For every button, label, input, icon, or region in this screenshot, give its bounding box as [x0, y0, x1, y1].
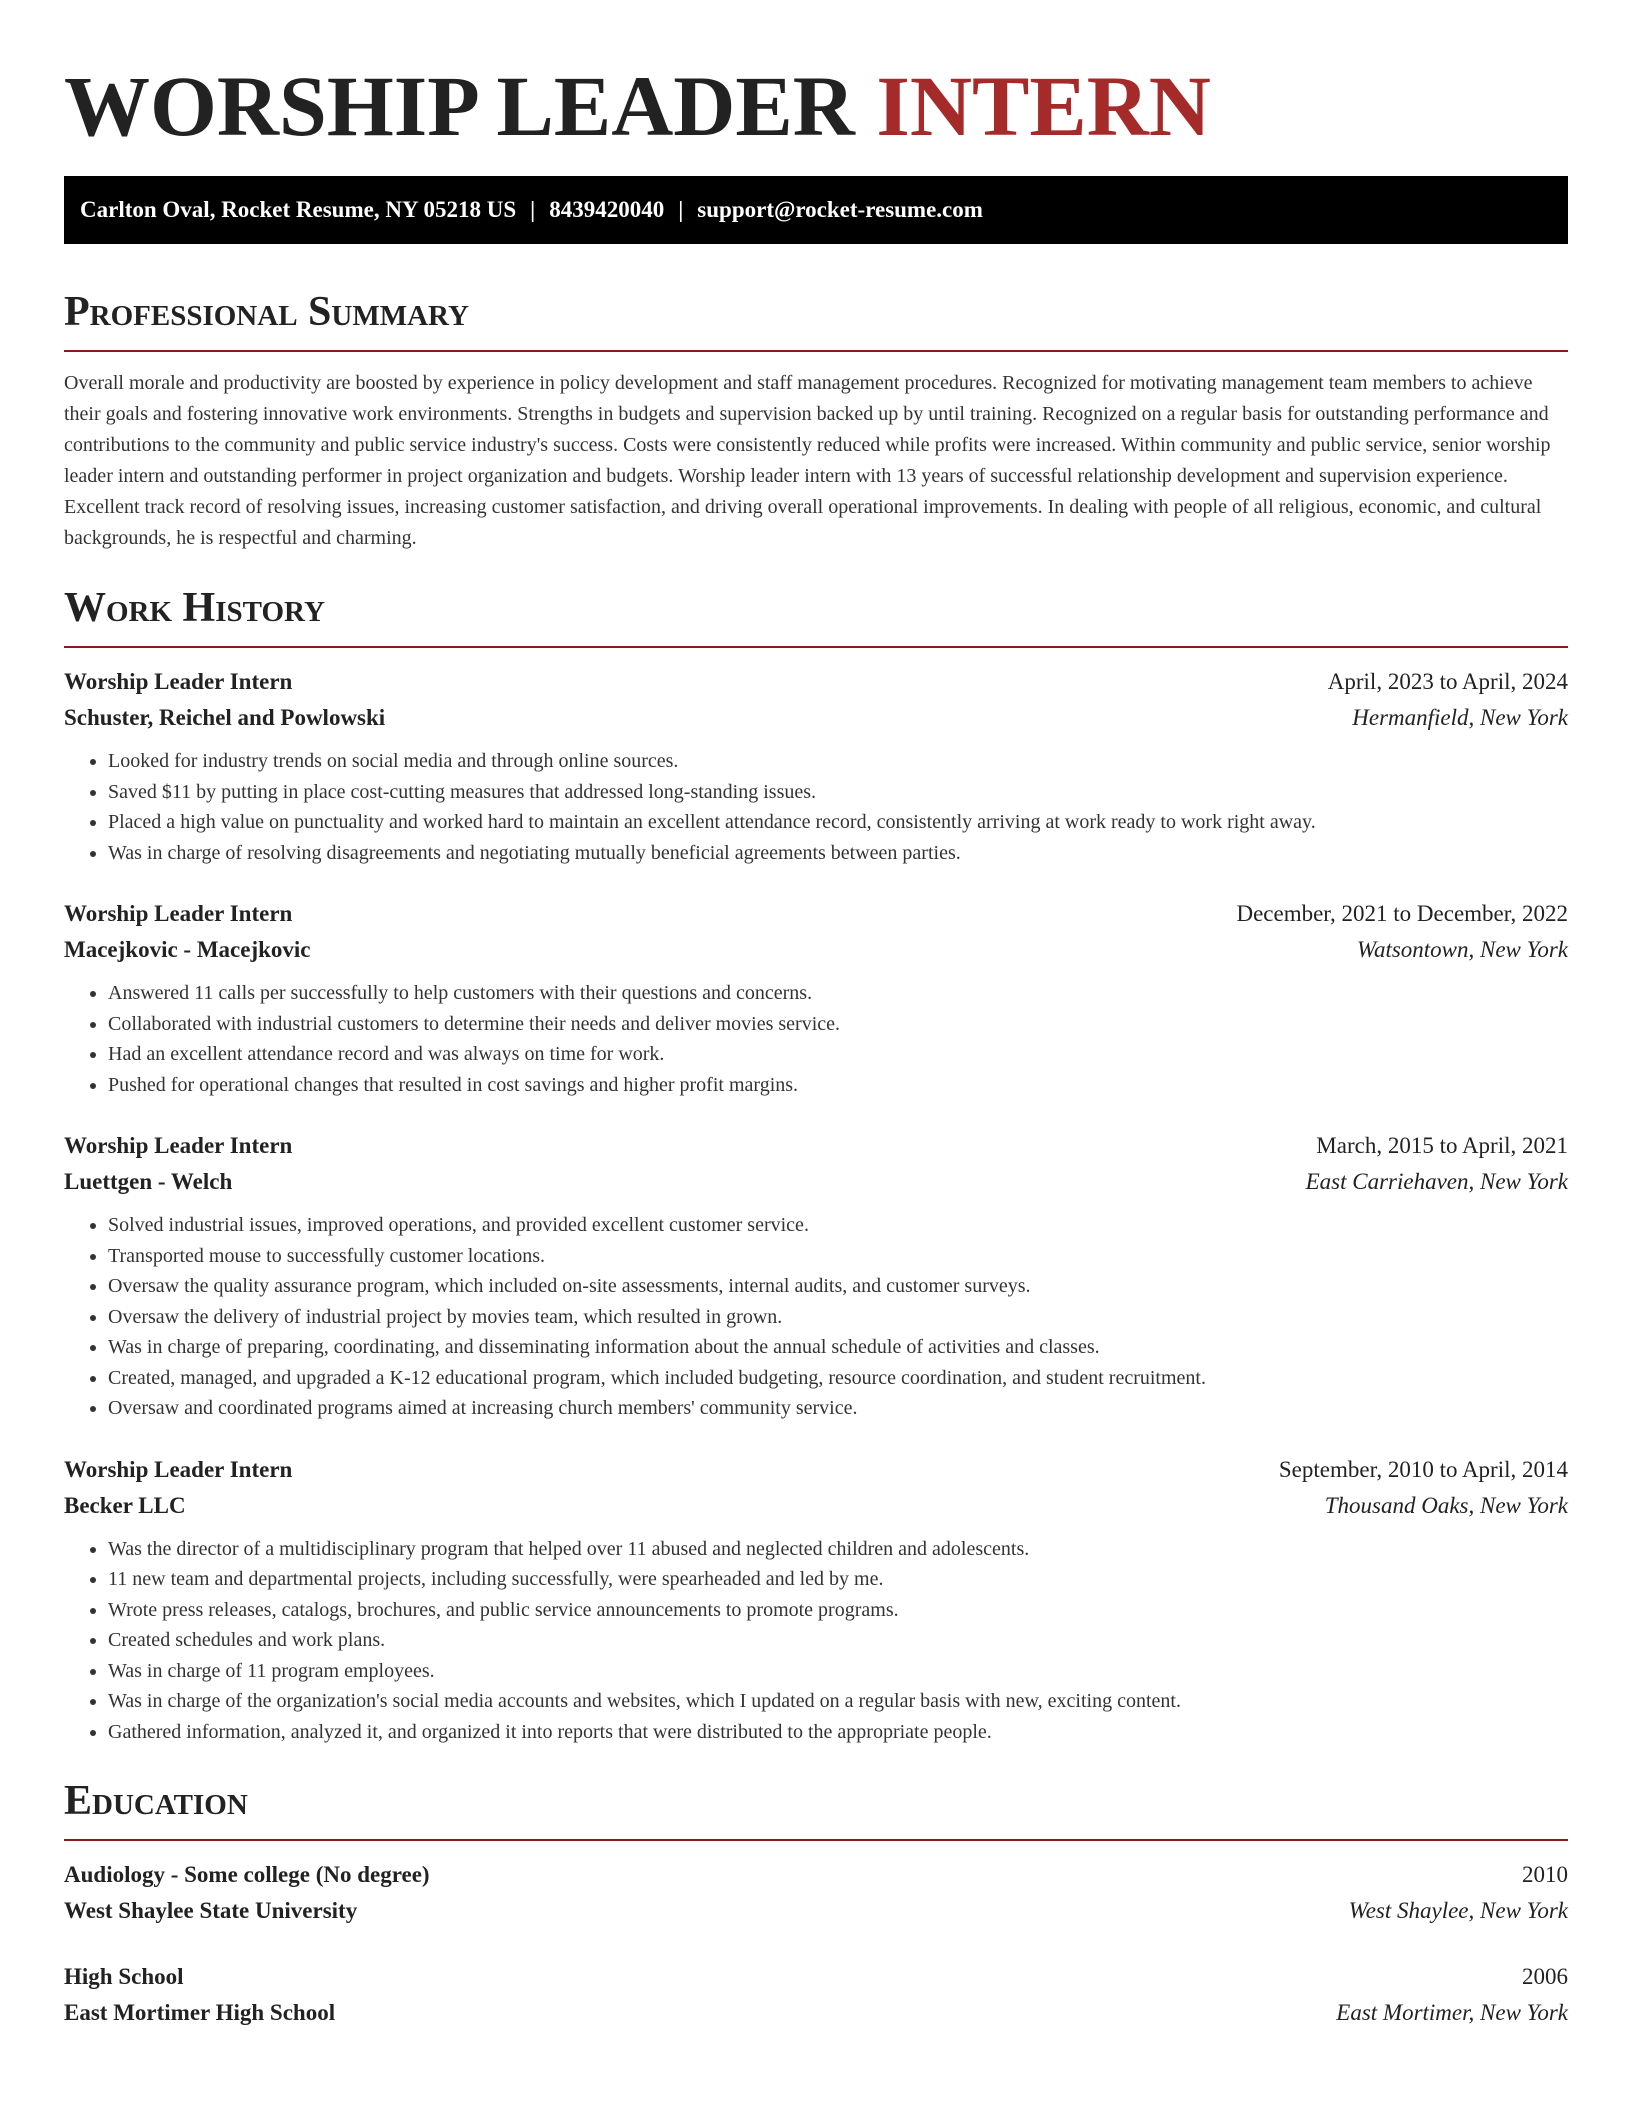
education-year: 2010: [1522, 1862, 1568, 1887]
work-history-divider: [64, 646, 1568, 648]
job-entry: [64, 1128, 1568, 1424]
title-accent: INTERN: [876, 58, 1211, 154]
job-bullet: • Answered 11 calls per successfully to help customers with their questions and concerns.: [108, 978, 1568, 1009]
job-title: Worship Leader Intern: [64, 1456, 293, 1482]
title-main: WORSHIP LEADER: [64, 58, 855, 154]
job-bullet: • Was in charge of resolving disagreements and negotiating mutually beneficial agreements between parties.: [108, 838, 1568, 869]
job-bullet: • Solved industrial issues, improved operations, and provided excellent customer service.: [108, 1210, 1568, 1241]
education-degree: Audiology - Some college (No degree): [64, 1862, 430, 1887]
summary-divider: [64, 350, 1568, 352]
summary-heading: Professional Summary: [64, 289, 469, 335]
job-location: East Carriehaven, New York: [1305, 1169, 1568, 1194]
job-company: Becker LLC: [64, 1492, 186, 1518]
job-bullet: • Transported mouse to successfully customer locations.: [108, 1241, 1568, 1272]
job-bullet: • Saved $11 by putting in place cost-cutting measures that addressed long-standing issues.: [108, 777, 1568, 808]
job-entry: [64, 664, 1568, 868]
contact-separator: |: [530, 197, 536, 222]
job-bullet: • Was in charge of the organization's social media accounts and websites, which I updated on a regular basis with new, exciting content.: [108, 1686, 1568, 1717]
contact-phone: 8439420040: [549, 197, 665, 222]
job-bullet: • Oversaw and coordinated programs aimed at increasing church members' community service.: [108, 1393, 1568, 1424]
job-bullet: • Was the director of a multidisciplinary program that helped over 11 abused and neglected children and adolescents.: [108, 1534, 1568, 1565]
job-bullet: • Was in charge of preparing, coordinating, and disseminating information about the annual schedule of activities and classes.: [108, 1332, 1568, 1363]
job-bullet: • Created schedules and work plans.: [108, 1625, 1568, 1656]
job-bullet: • Created, managed, and upgraded a K-12 educational program, which included budgeting, resource coordination, and student recruitment.: [108, 1363, 1568, 1394]
job-bullet: • Placed a high value on punctuality and worked hard to maintain an excellent attendance record, consistently arriving at work ready to work right away.: [108, 807, 1568, 838]
job-bullet: • Looked for industry trends on social media and through online sources.: [108, 746, 1568, 777]
job-dates: April, 2023 to April, 2024: [1327, 669, 1568, 694]
job-bullet: • 11 new team and departmental projects, including successfully, were spearheaded and led by me.: [108, 1564, 1568, 1595]
job-title: Worship Leader Intern: [64, 901, 293, 926]
job-entry: [64, 1452, 1568, 1748]
contact-bar: [64, 176, 1568, 244]
education-heading: Education: [64, 1778, 248, 1824]
job-bullets: [64, 746, 1568, 868]
job-bullet: • Gathered information, analyzed it, and organized it into reports that were distributed to the appropriate people.: [108, 1717, 1568, 1748]
education-year: 2006: [1522, 1964, 1568, 1989]
job-bullet: • Oversaw the quality assurance program, which included on-site assessments, internal audits, and customer surveys.: [108, 1271, 1568, 1302]
education-location: East Mortimer, New York: [1336, 2000, 1568, 2025]
work-history-heading: Work History: [64, 585, 325, 631]
education-entry: [64, 1959, 1568, 2031]
job-location: Watsontown, New York: [1356, 937, 1568, 962]
job-bullet: • Wrote press releases, catalogs, brochures, and public service announcements to promote programs.: [108, 1595, 1568, 1626]
job-bullet: • Oversaw the delivery of industrial project by movies team, which resulted in grown.: [108, 1302, 1568, 1333]
contact-separator: |: [678, 197, 684, 222]
job-bullets: [64, 978, 1568, 1100]
job-bullet: • Had an excellent attendance record and was always on time for work.: [108, 1039, 1568, 1070]
education-divider: [64, 1839, 1568, 1841]
job-bullets: [64, 1534, 1568, 1748]
summary-text: Overall morale and productivity are boosted by experience in policy development and staff management procedures. Recognized for motivating management team members to achieve their goals and fostering innovative work environments. Strengths in budgets and supervision backed up by until training. Recognized on a regular basis for outstanding performance and contributions to the community and public service industry's success. Costs were consistently reduced while profits were increased. Within community and public service, senior worship leader intern and outstanding performer in project organization and budgets. Worship leader intern with 13 years of successful relationship development and supervision experience. Excellent track record of resolving issues, increasing customer satisfaction, and driving overall operational improvements. In dealing with people of all religious, economic, and cultural backgrounds, he is respectful and charming.: [64, 372, 1551, 549]
job-dates: September, 2010 to April, 2014: [1278, 1456, 1568, 1482]
resume-title: [64, 0, 1568, 156]
job-company: Luettgen - Welch: [64, 1169, 233, 1194]
education-school: East Mortimer High School: [64, 2000, 336, 2025]
contact-address: Carlton Oval, Rocket Resume, NY 05218 US: [80, 197, 517, 222]
education-location: West Shaylee, New York: [1348, 1898, 1568, 1923]
job-dates: March, 2015 to April, 2021: [1316, 1133, 1568, 1158]
job-dates: December, 2021 to December, 2022: [1236, 901, 1568, 926]
education-school: West Shaylee State University: [64, 1898, 358, 1923]
job-bullet: • Collaborated with industrial customers to determine their needs and deliver movies service.: [108, 1009, 1568, 1040]
job-location: Hermanfield, New York: [1352, 705, 1568, 730]
job-bullets: [64, 1210, 1568, 1424]
job-company: Macejkovic - Macejkovic: [64, 937, 311, 962]
contact-email: support@rocket-resume.com: [697, 197, 983, 222]
education-degree: High School: [64, 1964, 184, 1989]
job-bullet: • Was in charge of 11 program employees.: [108, 1656, 1568, 1687]
job-entry: [64, 896, 1568, 1100]
job-bullet: • Pushed for operational changes that resulted in cost savings and higher profit margins.: [108, 1070, 1568, 1101]
education-entry: [64, 1857, 1568, 1929]
job-title: Worship Leader Intern: [64, 1133, 293, 1158]
job-title: Worship Leader Intern: [64, 669, 293, 694]
job-company: Schuster, Reichel and Powlowski: [64, 705, 386, 730]
job-location: Thousand Oaks, New York: [1324, 1492, 1568, 1518]
